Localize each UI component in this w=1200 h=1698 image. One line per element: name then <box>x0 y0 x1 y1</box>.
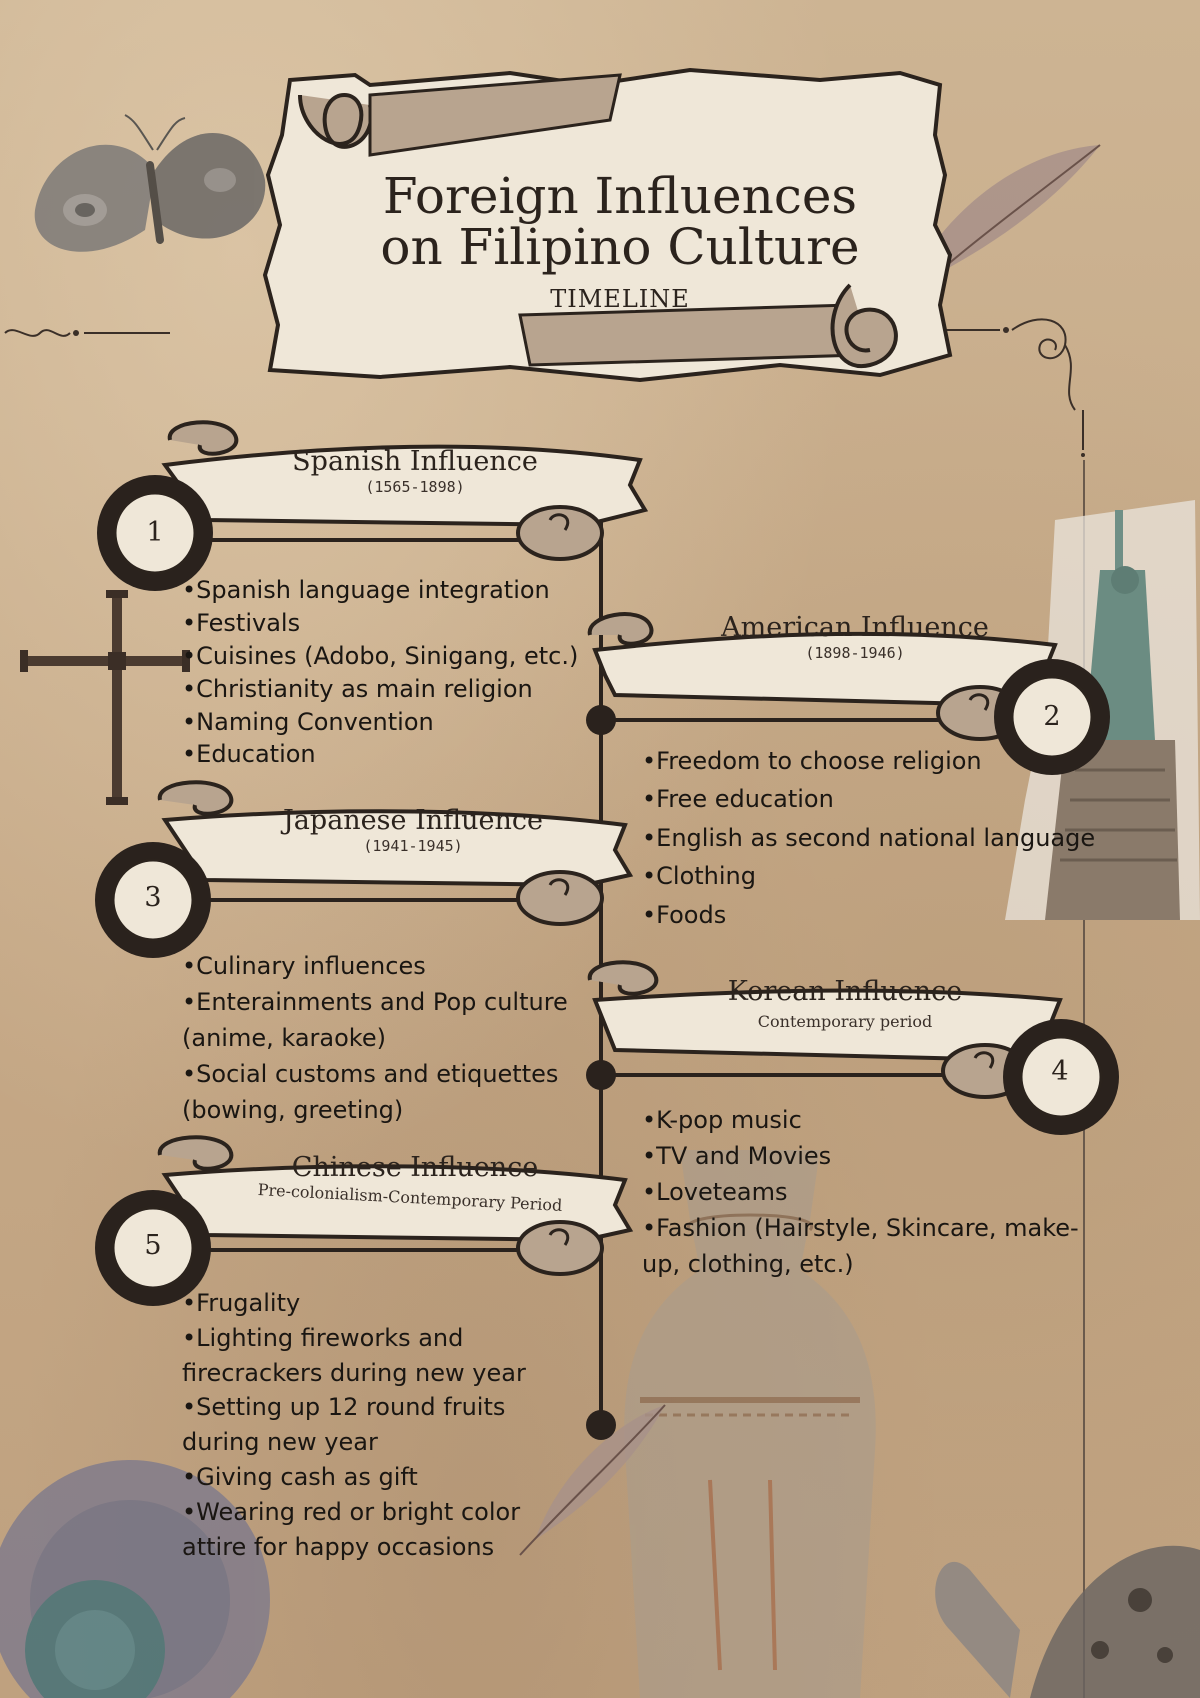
list-item: •Lighting fireworks and firecrackers during new year <box>182 1323 526 1387</box>
section-4-title: Korean Influence <box>727 976 963 1007</box>
list-item: •Setting up 12 round fruits during new year <box>182 1393 506 1457</box>
list-item: •Culinary influences <box>182 952 426 980</box>
list-item: •K-pop music <box>642 1106 802 1134</box>
list-item: •Christianity as main religion <box>182 674 533 703</box>
list-item: •Giving cash as gift <box>182 1462 418 1491</box>
section-2-number: 2 <box>1043 701 1061 732</box>
list-item: •Loveteams <box>642 1178 788 1206</box>
cross-icon <box>20 590 190 810</box>
section-3-list <box>182 948 602 1128</box>
title-subtitle: TIMELINE <box>550 285 690 313</box>
list-item: •Clothing <box>642 862 756 891</box>
list-item: •Spanish language integration <box>182 576 550 604</box>
section-5-list <box>182 1286 542 1564</box>
list-item: •English as second national language <box>642 823 1096 852</box>
list-item: •Cuisines (Adobo, Sinigang, etc.) <box>182 641 579 670</box>
section-1-subtitle: (1565-1898) <box>365 478 465 496</box>
section-2-subtitle: (1898-1946) <box>805 644 905 662</box>
section-1-list <box>182 574 602 771</box>
list-item: •Naming Convention <box>182 707 434 736</box>
list-item: •TV and Movies <box>642 1142 832 1170</box>
section-5-number: 5 <box>144 1230 162 1261</box>
section-5-title: Chinese Influence <box>291 1152 539 1183</box>
section-1-number: 1 <box>146 517 164 548</box>
list-item: •Freedom to choose religion <box>642 747 982 775</box>
list-item: •Enterainments and Pop culture (anime, karaoke) <box>182 988 568 1052</box>
list-item: •Education <box>182 740 316 769</box>
section-1-title: Spanish Influence <box>292 446 538 477</box>
list-item: •Fashion (Hairstyle, Skincare, make-up, clothing, etc.) <box>642 1214 1079 1278</box>
flourish-ornament <box>940 310 1100 470</box>
list-item: •Free education <box>642 785 834 814</box>
list-item: •Social customs and etiquettes (bowing, greeting) <box>182 1060 559 1124</box>
section-4-subtitle: Contemporary period <box>757 1012 933 1031</box>
section-5-subtitle: Pre-colonialism-Contemporary Period <box>257 1180 563 1215</box>
moth-image <box>25 110 275 290</box>
list-item: •Foods <box>642 900 727 929</box>
section-3-subtitle: (1941-1945) <box>363 837 463 855</box>
section-3-number: 3 <box>144 882 162 913</box>
title-line-1: Foreign Influences <box>382 167 858 225</box>
section-4-list <box>642 1102 1092 1282</box>
title-line-2: on Filipino Culture <box>380 218 860 276</box>
butterfly-image <box>910 1480 1200 1698</box>
list-item: •Wearing red or bright color attire for happy occasions <box>182 1497 521 1561</box>
section-3-title: Japanese Influence <box>282 805 543 836</box>
section-2-list <box>642 742 1112 934</box>
section-2-title: American Influence <box>721 612 989 643</box>
list-item: •Frugality <box>182 1289 301 1317</box>
list-item: •Festivals <box>182 608 301 637</box>
section-4-number: 4 <box>1051 1056 1069 1087</box>
flourish-ornament <box>0 318 180 348</box>
